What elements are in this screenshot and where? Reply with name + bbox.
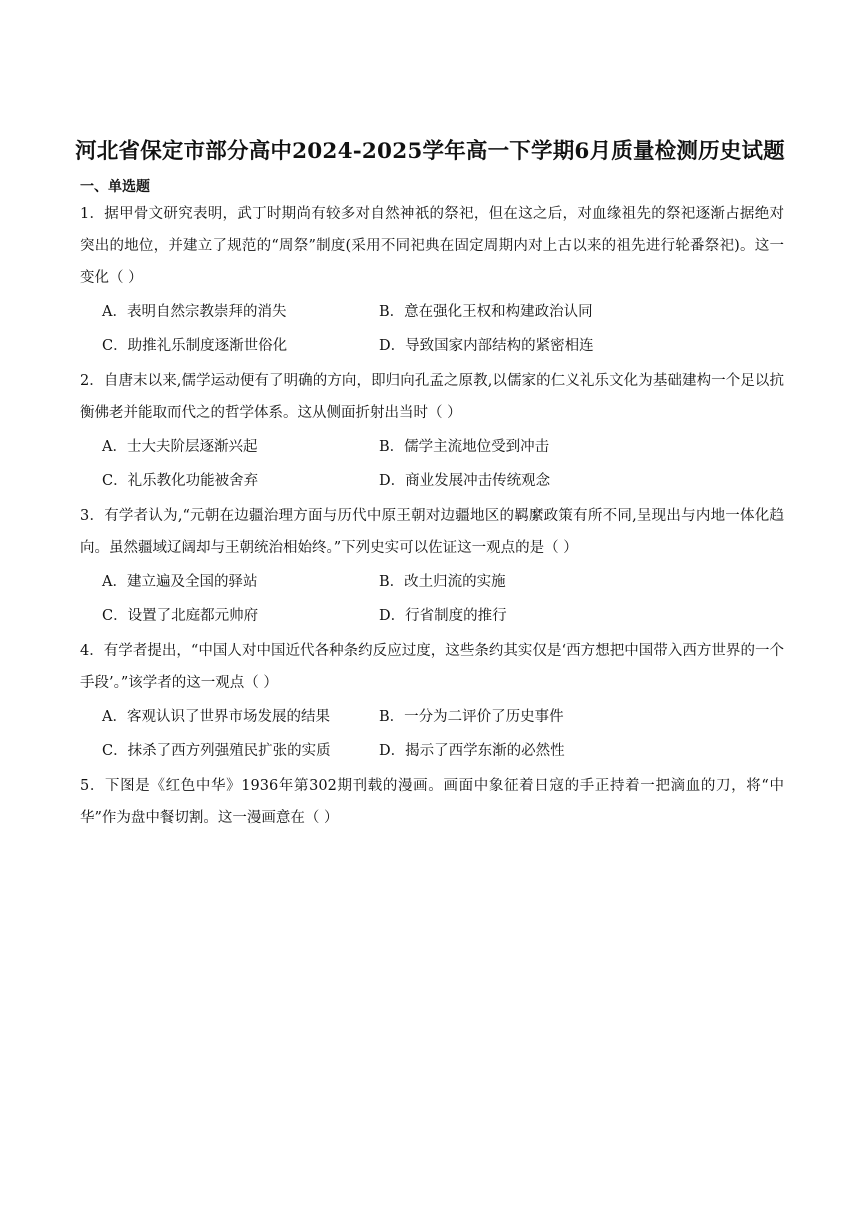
question-3-option-a: A．建立遍及全国的驿站 bbox=[102, 574, 258, 590]
question-2-option-a: A．士大夫阶层逐渐兴起 bbox=[102, 439, 258, 455]
question-4-option-d: D．揭示了西学东渐的必然性 bbox=[379, 743, 565, 759]
question-4-option-c: C．抹杀了西方列强殖民扩张的实质 bbox=[102, 743, 331, 759]
question-1-option-b: B．意在强化王权和构建政治认同 bbox=[379, 304, 593, 320]
question-2-stem: 2．自唐末以来,儒学运动便有了明确的方向，即归向孔孟之原教,以儒家的仁义礼乐文化为基础建构一个足以抗衡佛老并能取而代之的哲学体系。这从侧面折射出当时（ ） bbox=[80, 373, 784, 421]
question-4-option-b: B．一分为二评价了历史事件 bbox=[379, 709, 564, 725]
question-4-stem: 4．有学者提出，“中国人对中国近代各种条约反应过度，这些条约其实仅是‘西方想把中国带入西方世界的一个手段’。”该学者的这一观点（ ） bbox=[80, 643, 784, 691]
page-title: 河北省保定市部分高中2024-2025学年高一下学期6月质量检测历史试题 bbox=[75, 139, 785, 164]
question-1-stem: 1．据甲骨文研究表明，武丁时期尚有较多对自然神祇的祭祀，但在这之后，对血缘祖先的祭祀逐渐占据绝对突出的地位，并建立了规范的“周祭”制度(采用不同祀典在固定周期内对上古以来的祖先进行轮番祭祀)。这一变化（ ） bbox=[80, 206, 784, 286]
question-2-option-b: B．儒学主流地位受到冲击 bbox=[379, 439, 550, 455]
question-2-option-c: C．礼乐教化功能被舍弃 bbox=[102, 473, 259, 489]
question-2-option-d: D．商业发展冲击传统观念 bbox=[379, 473, 551, 489]
section-heading: 一、单选题 bbox=[80, 179, 150, 195]
question-1-option-d: D．导致国家内部结构的紧密相连 bbox=[379, 338, 594, 354]
question-3-stem: 3．有学者认为,“元朝在边疆治理方面与历代中原王朝对边疆地区的羁縻政策有所不同,呈现出与内地一体化趋向。虽然疆域辽阔却与王朝统治相始终。”下列史实可以佐证这一观点的是（ ） bbox=[80, 508, 784, 556]
question-3-option-b: B．改土归流的实施 bbox=[379, 574, 506, 590]
question-5-stem: 5．下图是《红色中华》1936年第302期刊载的漫画。画面中象征着日寇的手正持着一把滴血的刀，将“中华”作为盘中餐切割。这一漫画意在（ ） bbox=[80, 778, 784, 826]
question-3-option-c: C．设置了北庭都元帅府 bbox=[102, 608, 259, 624]
question-3-option-d: D．行省制度的推行 bbox=[379, 608, 507, 624]
question-1-option-a: A．表明自然宗教崇拜的消失 bbox=[102, 304, 287, 320]
question-4-option-a: A．客观认识了世界市场发展的结果 bbox=[102, 709, 330, 725]
question-1-option-c: C．助推礼乐制度逐渐世俗化 bbox=[102, 338, 288, 354]
